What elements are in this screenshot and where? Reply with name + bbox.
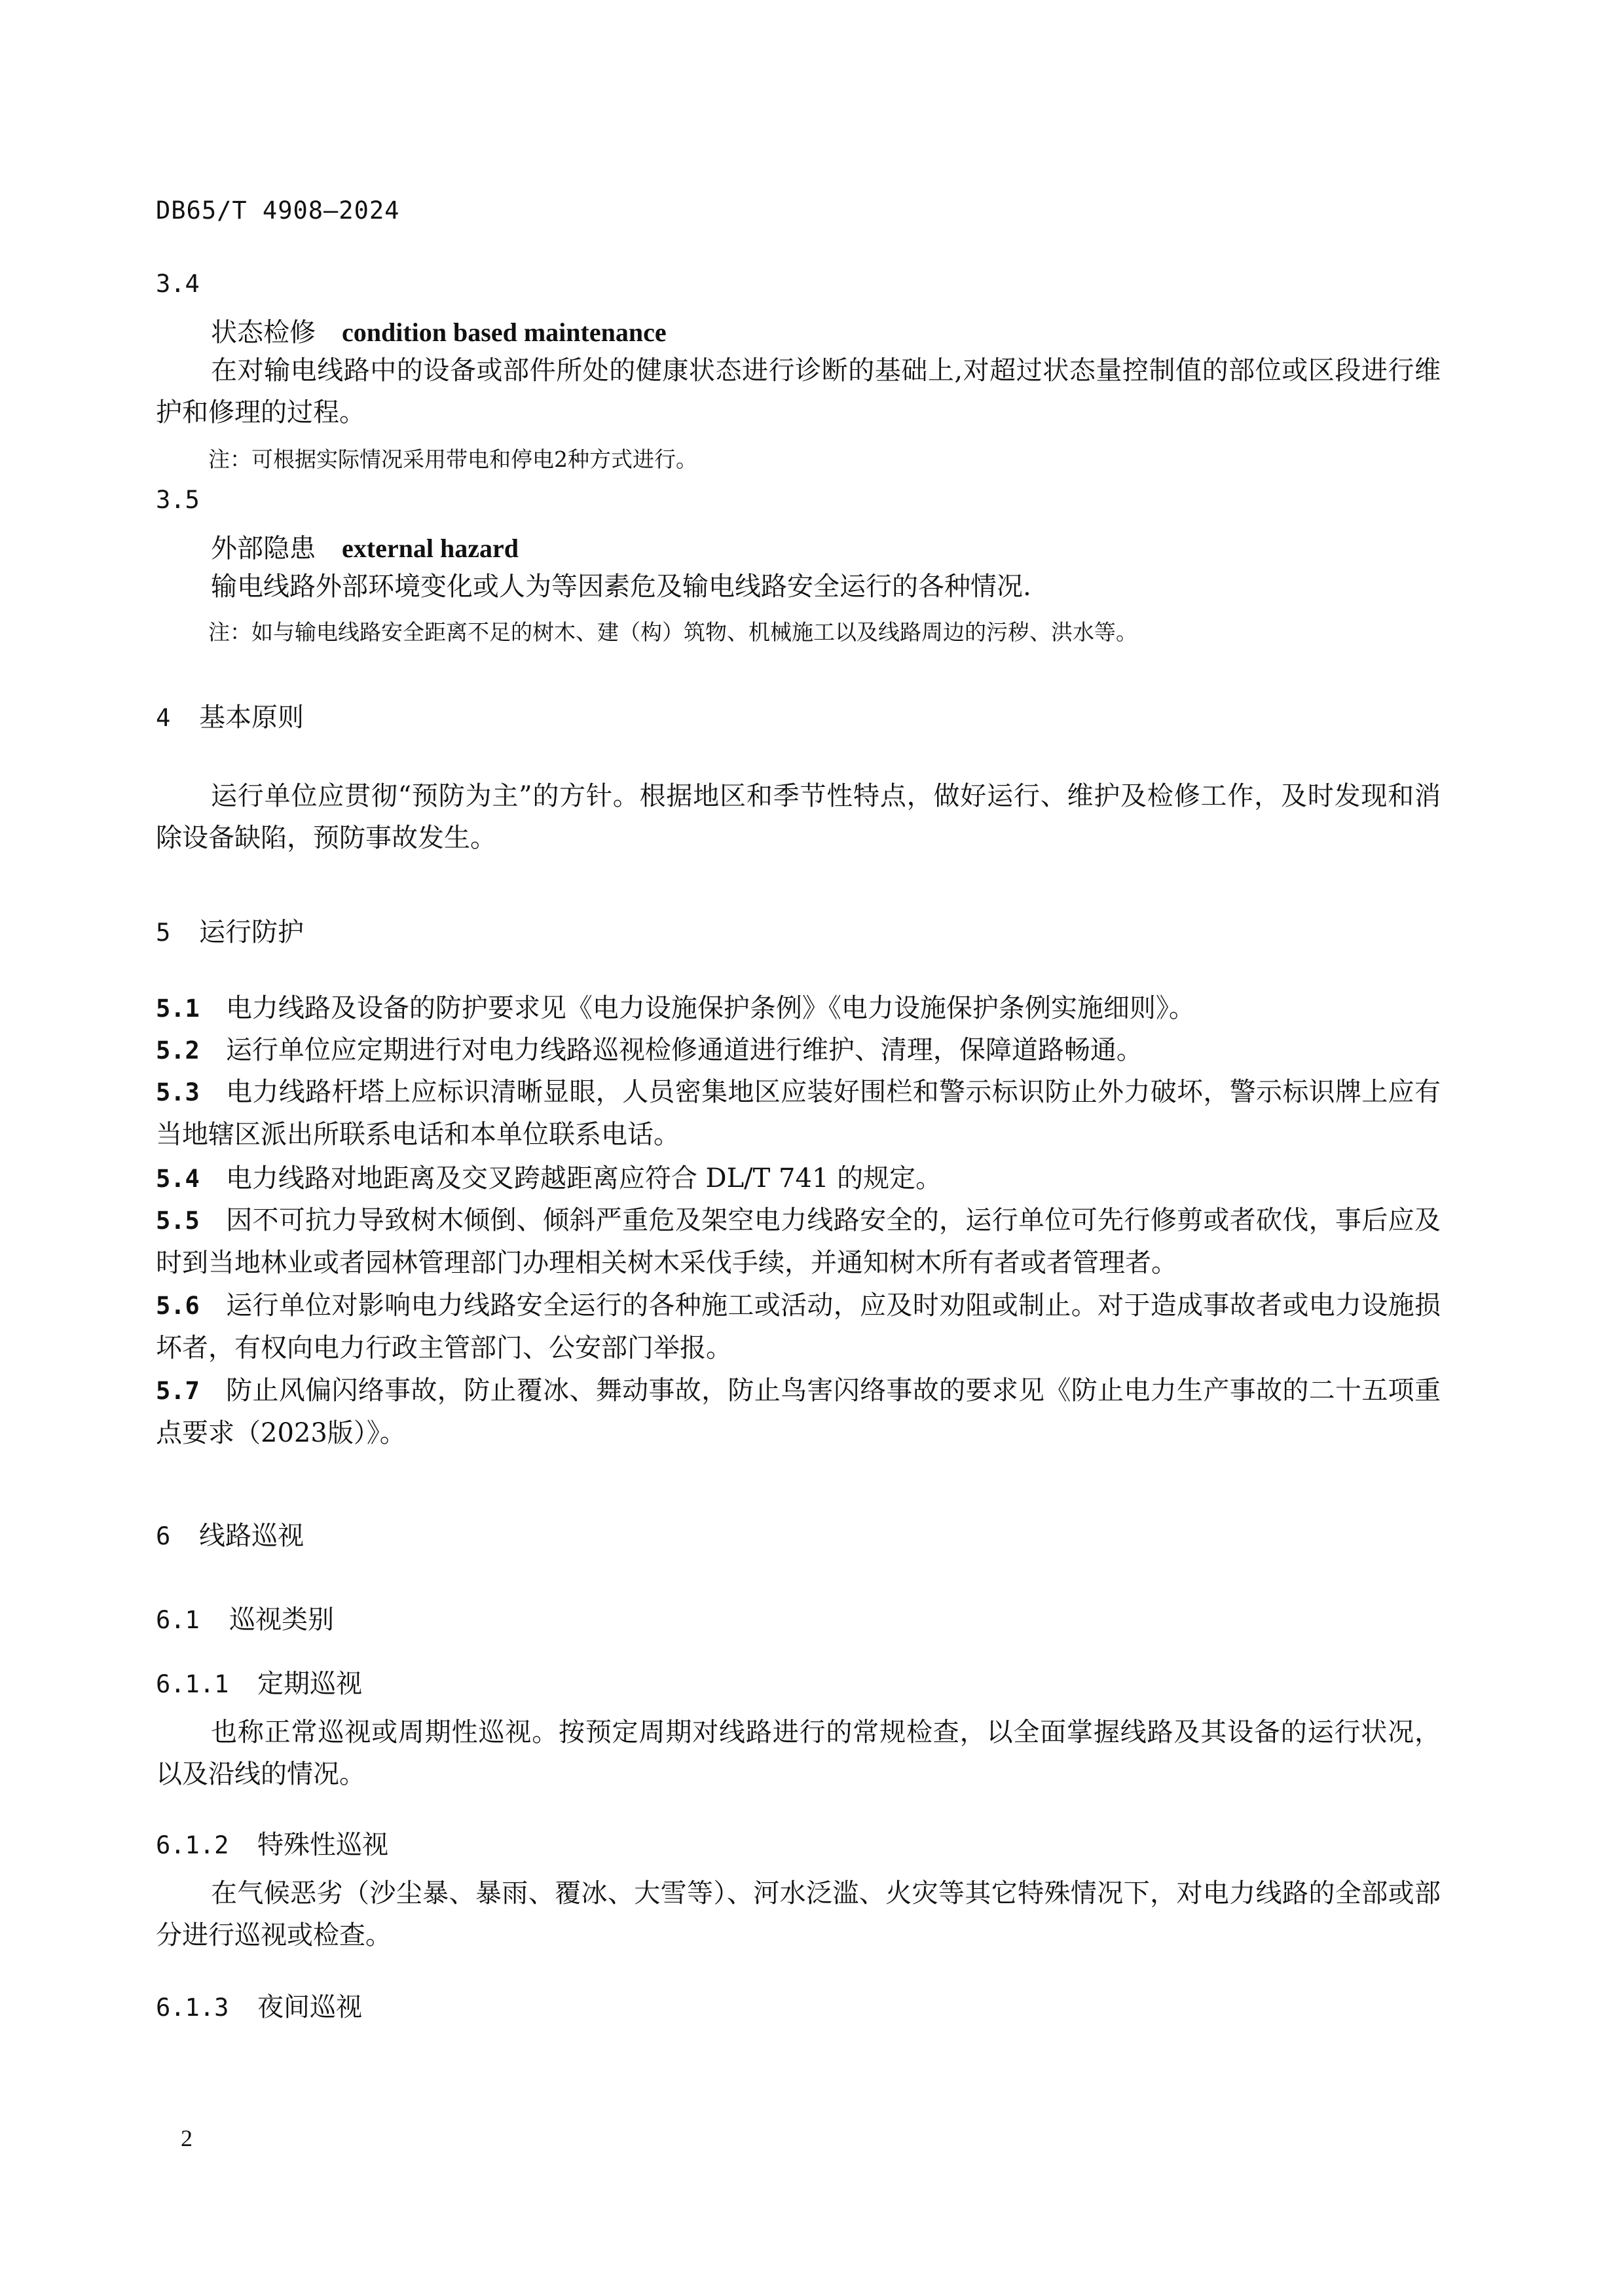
clause-number: 5.2 (156, 1036, 200, 1065)
clause-number: 5.4 (156, 1165, 200, 1193)
clause-number-3-4: 3.4 (156, 270, 200, 298)
clause-5-5 (156, 1199, 1441, 1284)
clause-number: 5.3 (156, 1078, 200, 1106)
clause-number: 5.5 (156, 1207, 200, 1235)
clause-text: 因不可抗力导致树木倾倒、倾斜严重危及架空电力线路安全的，运行单位可先行修剪或者砍伐，事后应及时到当地林业或者园林管理部门办理相关树木采伐手续，并通知树木所有者或者管理者。 (156, 1205, 1441, 1278)
clause-5-2 (156, 1029, 1441, 1072)
term-3-5 (211, 528, 519, 565)
section-title: 线路巡视 (199, 1521, 304, 1551)
subsection-title: 定期巡视 (257, 1669, 362, 1699)
clause-number: 5.1 (156, 994, 200, 1023)
subsection-number: 6.1.3 (156, 1994, 229, 2022)
term-3-4 (211, 312, 667, 349)
standard-code-header: DB65/T 4908—2024 (156, 196, 400, 225)
clause-5-1 (156, 987, 1441, 1030)
section-heading-5 (156, 911, 304, 949)
clause-text: 防止风偏闪络事故，防止覆冰、舞动事故，防止鸟害闪络事故的要求见《防止电力生产事故的二十五项重点要求（2023版）》。 (156, 1376, 1441, 1448)
subsection-heading-6-1-3 (156, 1986, 362, 2024)
section-title: 基本原则 (199, 702, 304, 733)
section-title: 运行防护 (199, 917, 304, 947)
section-number: 6 (156, 1522, 171, 1550)
subsection-heading-6-1 (156, 1599, 334, 1636)
term-en: external hazard (342, 534, 519, 563)
clause-text: 电力线路及设备的防护要求见《电力设施保护条例》《电力设施保护条例实施细则》。 (225, 993, 1195, 1023)
clause-number: 5.6 (156, 1292, 200, 1320)
clause-number: 5.7 (156, 1377, 200, 1405)
clause-5-3 (156, 1071, 1441, 1156)
term-en: condition based maintenance (342, 318, 667, 347)
subsection-number: 6.1.1 (156, 1670, 229, 1698)
clause-5-4 (156, 1157, 1441, 1200)
term-zh: 状态检修 (211, 318, 316, 348)
definition-3-5: 输电线路外部环境变化或人为等因素危及输电线路安全运行的各种情况. (211, 572, 1031, 602)
page-number: 2 (181, 2125, 193, 2151)
clause-text: 运行单位对影响电力线路安全运行的各种施工或活动，应及时劝阻或制止。对于造成事故者或电力设施损坏者，有权向电力行政主管部门、公安部门举报。 (156, 1290, 1441, 1363)
subsection-title: 巡视类别 (229, 1605, 334, 1635)
note-3-4: 注：可根据实际情况采用带电和停电2种方式进行。 (208, 446, 697, 472)
subsection-number: 6.1 (156, 1606, 200, 1634)
subsection-title: 特殊性巡视 (257, 1830, 388, 1860)
definition-3-4: 在对输电线路中的设备或部件所处的健康状态进行诊断的基础上,对超过状态量控制值的部位或区段进行维护和修理的过程。 (156, 355, 1441, 428)
clause-text: 电力线路杆塔上应标识清晰显眼，人员密集地区应装好围栏和警示标识防止外力破坏，警示标识牌上应有当地辖区派出所联系电话和本单位联系电话。 (156, 1077, 1441, 1150)
clause-text: 电力线路对地距离及交叉跨越距离应符合 DL/T 741 的规定。 (225, 1163, 942, 1194)
clause-5-7 (156, 1370, 1441, 1454)
section-heading-6 (156, 1515, 304, 1552)
section-number: 4 (156, 704, 171, 732)
section-number: 5 (156, 919, 171, 947)
note-3-5: 注：如与输电线路安全距离不足的树木、建（构）筑物、机械施工以及线路周边的污秽、洪水等。 (208, 619, 1137, 645)
subsection-heading-6-1-1 (156, 1663, 362, 1700)
paragraph-6-1-1: 也称正常巡视或周期性巡视。按预定周期对线路进行的常规检查，以全面掌握线路及其设备的运行状况，以及沿线的情况。 (156, 1717, 1441, 1789)
paragraph-4: 运行单位应贯彻“预防为主”的方针。根据地区和季节性特点，做好运行、维护及检修工作，及时发现和消除设备缺陷，预防事故发生。 (156, 781, 1441, 853)
clause-number-3-5: 3.5 (156, 486, 200, 514)
term-zh: 外部隐患 (211, 534, 316, 564)
subsection-heading-6-1-2 (156, 1824, 388, 1861)
clause-text: 运行单位应定期进行对电力线路巡视检修通道进行维护、清理，保障道路畅通。 (225, 1035, 1143, 1065)
subsection-number: 6.1.2 (156, 1831, 229, 1859)
clause-5-6 (156, 1285, 1441, 1369)
section-heading-4 (156, 697, 304, 734)
subsection-title: 夜间巡视 (257, 1992, 362, 2022)
paragraph-6-1-2: 在气候恶劣（沙尘暴、暴雨、覆冰、大雪等）、河水泛滥、火灾等其它特殊情况下，对电力线路的全部或部分进行巡视或检查。 (156, 1878, 1441, 1950)
